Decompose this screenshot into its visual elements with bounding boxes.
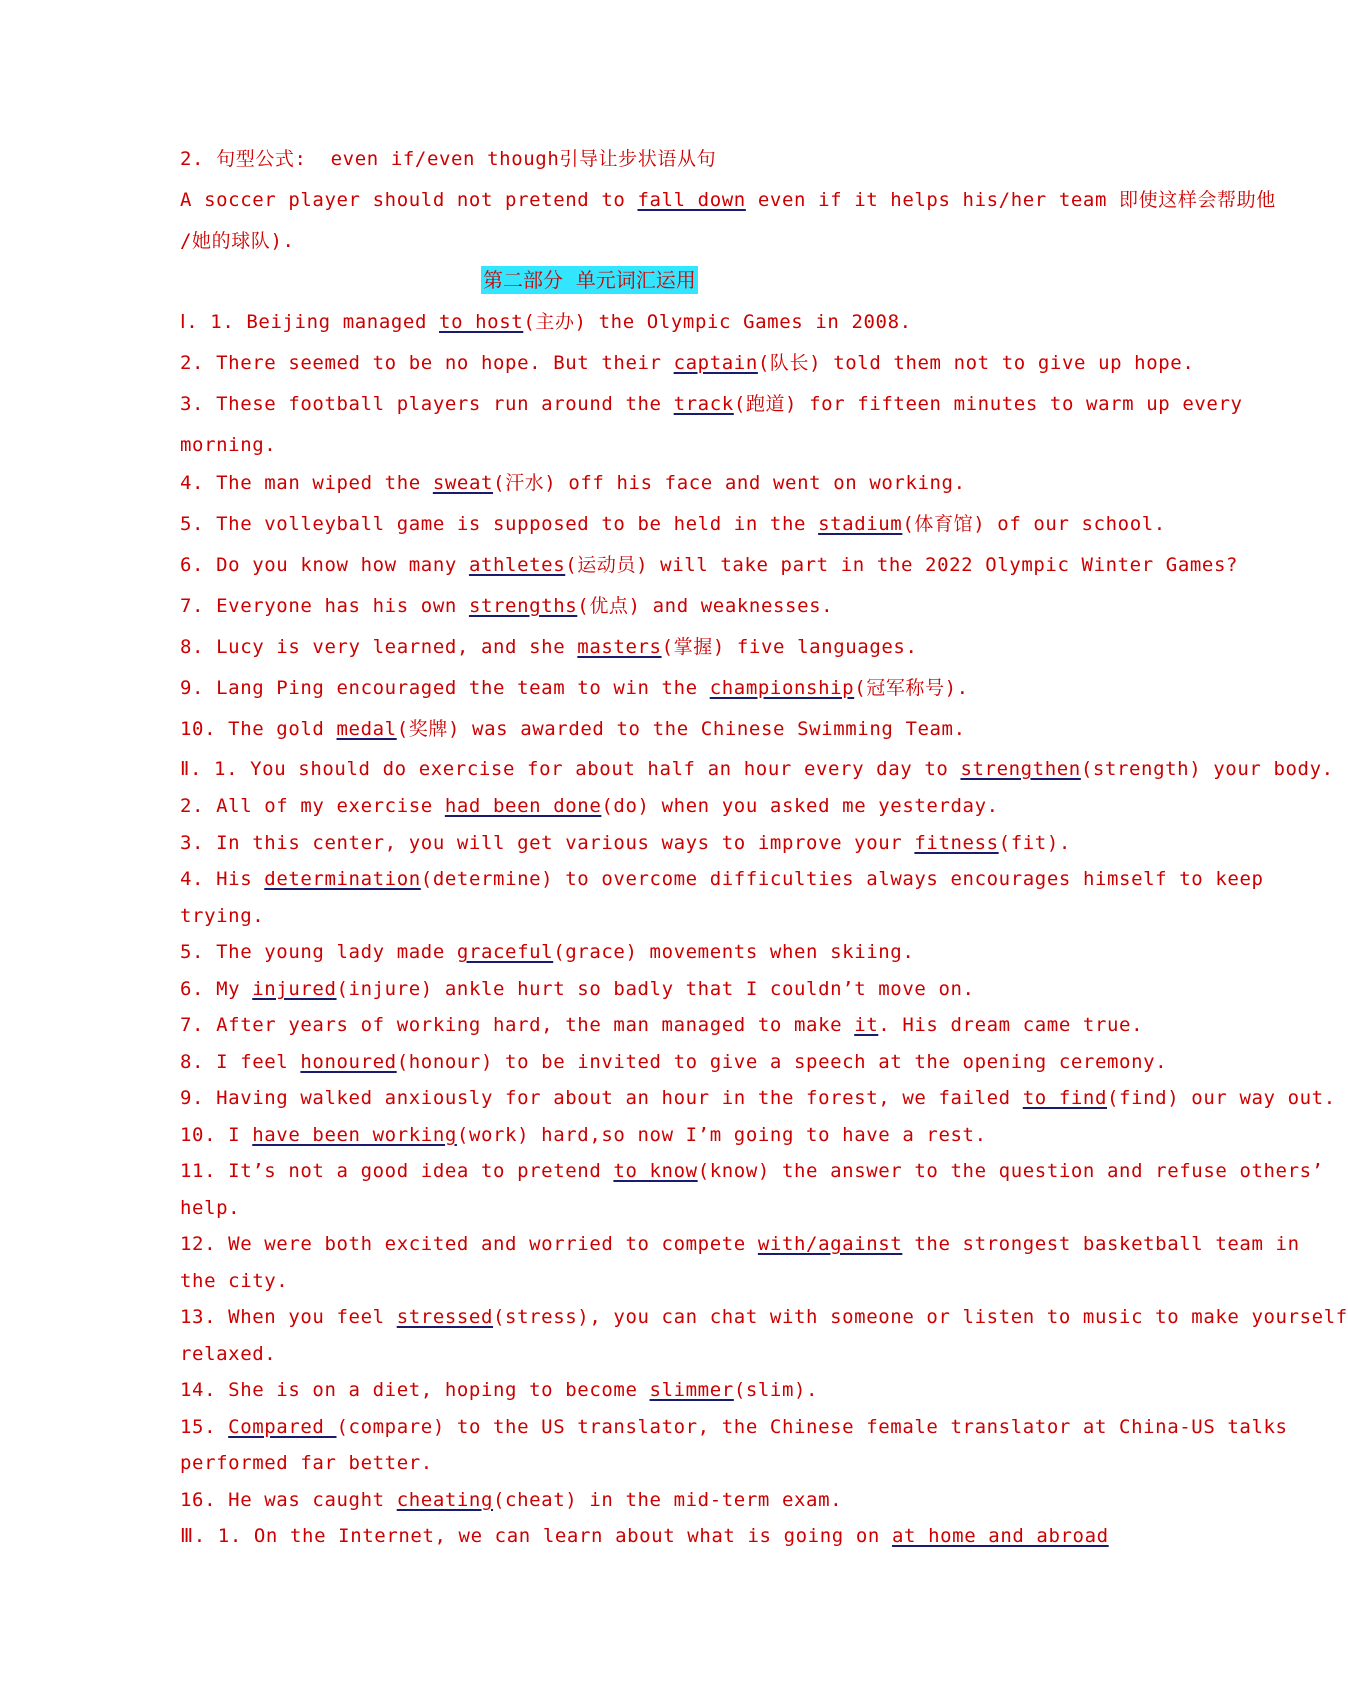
text-line (180, 432, 276, 458)
line-text: 8. Lucy is very learned, and she (180, 636, 578, 658)
text-line (180, 756, 1334, 782)
answer-text: cheating (396, 1489, 494, 1511)
line-text: (slim). (733, 1379, 819, 1401)
text-line (180, 1012, 1143, 1038)
line-text: (determine) to overcome difficulties always encourages himself to keep (420, 868, 1264, 890)
answer-text: masters (577, 636, 662, 658)
text-line (180, 976, 975, 1002)
line-text: (know) the answer to the question and refuse others’ (697, 1160, 1324, 1182)
answer-text: with/against (757, 1233, 903, 1255)
text-line (180, 1049, 1167, 1075)
line-text: (injure) ankle hurt so badly that I couldn’t move on. (336, 978, 975, 1000)
answer-text: to host (439, 311, 524, 333)
answer-text: at home and abroad (891, 1525, 1109, 1547)
line-text: 即使这样会帮助他 (1107, 189, 1276, 211)
answer-text: track (673, 393, 734, 415)
text-line (180, 187, 1276, 213)
answer-text: have been working (252, 1124, 457, 1146)
line-text: the strongest basketball team in (902, 1233, 1300, 1255)
answer-text: fall down (637, 189, 746, 211)
text-line (180, 903, 264, 929)
line-text: 10. The gold (180, 718, 337, 740)
line-text: 12. We were both excited and worried to compete (180, 1233, 758, 1255)
line-text: /她的球队). (180, 230, 295, 252)
text-line (180, 793, 999, 819)
line-text: 7. Everyone has his own (180, 595, 469, 617)
text-line (180, 1268, 288, 1294)
text-line (180, 228, 295, 254)
line-text: 13. When you feel (180, 1306, 397, 1328)
line-text: 4. The man wiped the (180, 472, 433, 494)
line-text: A soccer player should not pretend to (180, 189, 638, 211)
line-text: (work) hard,so now I’m going to have a rest. (456, 1124, 987, 1146)
text-line (180, 391, 1243, 417)
line-text: (honour) to be invited to give a speech at the opening ceremony. (396, 1051, 1168, 1073)
answer-text: injured (252, 978, 337, 1000)
line-text: 9. Lang Ping encouraged the team to win the (180, 677, 710, 699)
text-line (180, 1085, 1336, 1111)
answer-text: fitness (914, 832, 999, 854)
line-text: (grace) movements when skiing. (553, 941, 915, 963)
line-text: 2. All of my exercise (180, 795, 445, 817)
answer-text: honoured (300, 1051, 397, 1073)
text-line (180, 593, 833, 619)
line-text: (主办) the Olympic Games in 2008. (523, 311, 912, 333)
answer-text: athletes (468, 554, 566, 576)
line-text: 8. I feel (180, 1051, 301, 1073)
line-text: (运动员) will take part in the 2022 Olympic Winter Games? (565, 554, 1239, 576)
answer-text: medal (336, 718, 397, 740)
line-text: (奖牌) was awarded to the Chinese Swimming Team. (396, 718, 966, 740)
answer-text: to find (1022, 1087, 1108, 1109)
text-line (180, 939, 914, 965)
text-line (180, 1122, 987, 1148)
text-line (180, 866, 1264, 892)
text-line (180, 146, 716, 172)
answer-text: strengths (468, 595, 578, 617)
line-text: (体育馆) of our school. (902, 513, 1166, 535)
text-line (180, 552, 1238, 578)
line-text: 5. The young lady made (180, 941, 457, 963)
text-line (180, 716, 966, 742)
answer-text: sweat (432, 472, 494, 494)
line-text: 3. In this center, you will get various ways to improve your (180, 832, 915, 854)
line-text: help. (180, 1197, 241, 1219)
text-line (180, 1341, 276, 1367)
line-text: 15. (180, 1416, 229, 1438)
line-text: 9. Having walked anxiously for about an hour in the forest, we failed (180, 1087, 1023, 1109)
line-text: (优点) and weaknesses. (577, 595, 834, 617)
line-text: 6. Do you know how many (180, 554, 469, 576)
line-text: 6. My (180, 978, 253, 1000)
line-text: (do) when you asked me yesterday. (601, 795, 999, 817)
answer-text: Compared (228, 1416, 337, 1438)
text-line (180, 1414, 1288, 1440)
text-line (180, 1450, 433, 1476)
answer-text: slimmer (649, 1379, 734, 1401)
line-text: (掌握) five languages. (661, 636, 918, 658)
line-text: (跑道) for fifteen minutes to warm up every (733, 393, 1243, 415)
section-heading: 第二部分 单元词汇运用 (483, 268, 696, 292)
answer-text: captain (673, 352, 758, 374)
line-text: Ⅰ. 1. Beijing managed (180, 311, 440, 333)
text-line (180, 675, 969, 701)
line-text: morning. (180, 434, 277, 456)
line-text: 14. She is on a diet, hoping to become (180, 1379, 650, 1401)
text-line (180, 511, 1166, 537)
answer-text: determination (264, 868, 421, 890)
line-text: Ⅱ. 1. You should do exercise for about half an hour every day to (180, 758, 961, 780)
line-text: even if it helps his/her team (745, 189, 1108, 211)
line-text: (汗水) off his face and went on working. (493, 472, 966, 494)
line-text: 11. It’s not a good idea to pretend (180, 1160, 614, 1182)
line-text: (fit). (998, 832, 1071, 854)
line-text: performed far better. (180, 1452, 433, 1474)
line-text: the city. (180, 1270, 289, 1292)
line-text: 2. There seemed to be no hope. But their (180, 352, 674, 374)
text-line (180, 1231, 1300, 1257)
line-text: . His dream came true. (878, 1014, 1144, 1036)
line-text: trying. (180, 905, 265, 927)
answer-text: it (854, 1014, 879, 1036)
text-line (180, 1377, 818, 1403)
line-text: (strength) your body. (1080, 758, 1334, 780)
text-line (180, 1158, 1324, 1184)
line-text: 10. I (180, 1124, 253, 1146)
text-line (180, 309, 912, 335)
answer-text: to know (613, 1160, 698, 1182)
text-line (180, 634, 917, 660)
line-text: 5. The volleyball game is supposed to be held in the (180, 513, 819, 535)
text-line (180, 830, 1071, 856)
line-text: 7. After years of working hard, the man managed to make (180, 1014, 855, 1036)
text-line (180, 1304, 1348, 1330)
answer-text: strengthen (960, 758, 1081, 780)
line-text: (compare) to the US translator, the Chinese female translator at China-US talks (336, 1416, 1288, 1438)
line-text: (find) our way out. (1107, 1087, 1336, 1109)
line-text: relaxed. (180, 1343, 277, 1365)
answer-text: had been done (444, 795, 602, 817)
line-text: (冠军称号). (854, 677, 969, 699)
text-line (180, 1523, 1109, 1549)
text-line (180, 350, 1194, 376)
line-text: 2. 句型公式: even if/even though引导让步状语从句 (180, 148, 717, 170)
line-text: (cheat) in the mid-term exam. (493, 1489, 843, 1511)
text-line (180, 1487, 842, 1513)
line-text: 4. His (180, 868, 265, 890)
answer-text: championship (709, 677, 855, 699)
line-text: 16. He was caught (180, 1489, 397, 1511)
answer-text: stressed (396, 1306, 494, 1328)
text-line (180, 1195, 240, 1221)
answer-text: graceful (456, 941, 554, 963)
line-text: 3. These football players run around the (180, 393, 674, 415)
line-text: (stress), you can chat with someone or listen to music to make yourself (493, 1306, 1348, 1328)
answer-text: stadium (818, 513, 903, 535)
line-text: Ⅲ. 1. On the Internet, we can learn about what is going on (180, 1525, 892, 1547)
line-text: (队长) told them not to give up hope. (757, 352, 1195, 374)
text-line (180, 470, 966, 496)
